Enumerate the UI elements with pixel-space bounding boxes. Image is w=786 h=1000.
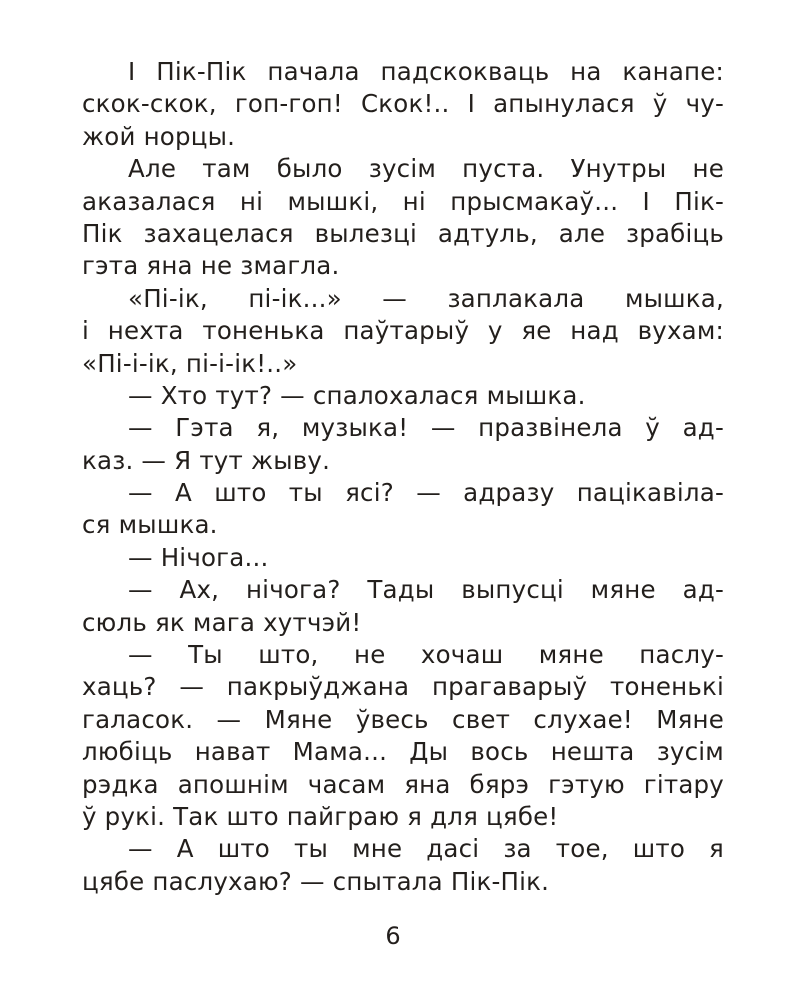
text-line: ў рукі. Так што пайграю я для цябе! [82, 801, 559, 831]
text-line: любіць нават Мама... Ды вось нешта зусім [82, 737, 724, 767]
text-line: — Ах, нічога? Тады выпусці мяне ад- [128, 575, 724, 605]
text-line: рэдка апошнім часам яна бярэ гэтую гітару [82, 769, 724, 799]
text-line: — Хто тут? — спалохалася мышка. [128, 380, 586, 410]
text-line: — Гэта я, музыка! — празвінела ў ад- [128, 413, 724, 443]
text-line: І Пік-Пік пачала падскокваць на канапе: [128, 57, 724, 86]
text-line: галасок. — Мяне ўвесь свет слухае! Мяне [82, 704, 724, 734]
text-line: Пік захацелася вылезці адтуль, але зрабіць [82, 218, 724, 248]
text-line: скок-скок, гоп-гоп! Скок!.. І апынулася ў чу- [82, 89, 724, 119]
text-line: — Ты што, не хочаш мяне паслу- [128, 640, 724, 670]
text-line: аказалася ні мышкі, ні прысмакаў... І Пік- [82, 186, 724, 216]
text-line: — Нічога... [128, 542, 269, 572]
text-line: сюль як мага хутчэй! [82, 607, 362, 637]
page-number: 6 [385, 922, 401, 950]
text-line: каз. — Я тут жыву. [82, 445, 331, 475]
text-line: Але там было зусім пуста. Унутры не [128, 154, 724, 184]
text-line: і нехта тоненька паўтарыў у яе над вухам: [82, 316, 724, 346]
text-line: жой норцы. [82, 121, 236, 151]
text-line: — А што ты ясі? — адразу пацікавіла- [128, 478, 724, 508]
text-line: «Пі-і-ік, пі-і-ік!..» [82, 348, 298, 378]
text-line: гэта яна не змагла. [82, 251, 340, 281]
text-line: «Пі-ік, пі-ік...» — заплакала мышка, [128, 283, 724, 313]
text-line: хаць? — пакрыўджана прагаварыў тоненькі [82, 672, 724, 702]
page-body [82, 56, 724, 898]
text-line: ся мышка. [82, 510, 218, 540]
text-line: — А што ты мне дасі за тое, што я [128, 834, 724, 864]
text-line: цябе паслухаю? — спытала Пік-Пік. [82, 866, 550, 896]
